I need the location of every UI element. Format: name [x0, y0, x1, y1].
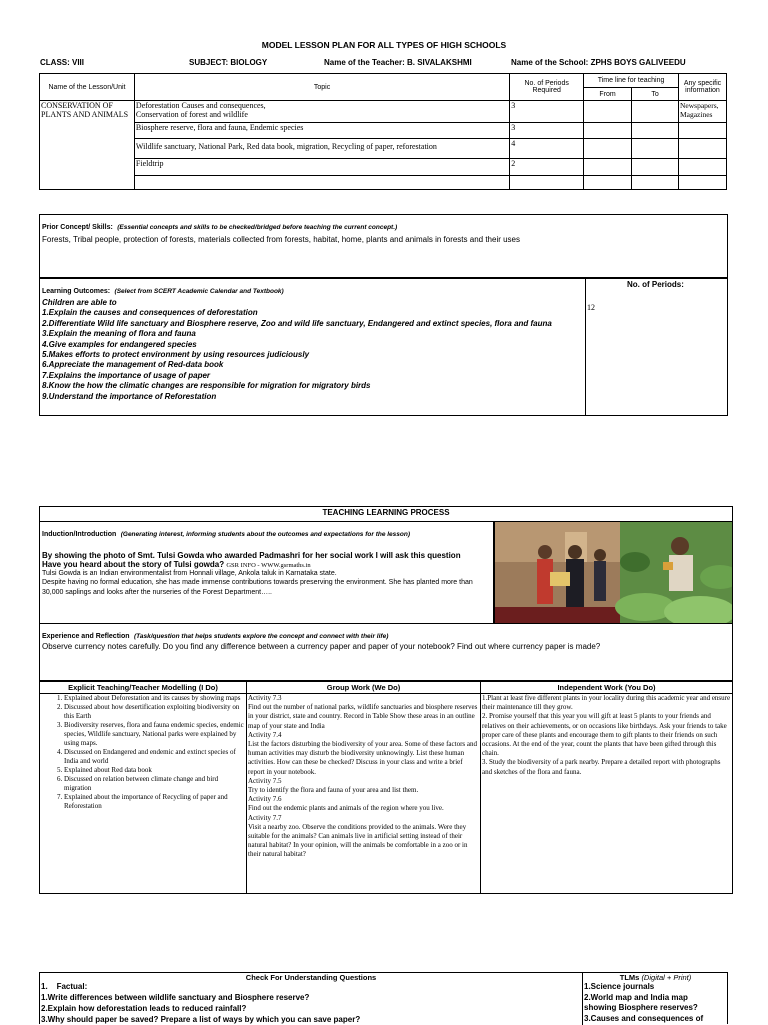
from-cell — [584, 101, 632, 123]
list-item: 6. Discussed on relation between climate change and bird migration — [64, 775, 246, 793]
info-cell — [678, 123, 726, 139]
learning-outcomes-hint: (Select from SCERT Academic Calendar and Textbook) — [114, 288, 284, 295]
prior-concept-text: Forests, Tribal people, protection of forests, materials collected from forests, habitat, home, plants and animals in forests and their uses — [42, 235, 521, 244]
list-item: 6.Appreciate the management of Red-data book — [42, 360, 224, 370]
list-item: 5.Makes efforts to protect environment by using resources judiciously — [42, 350, 310, 360]
prior-concept-hint: (Essential concepts and skills to be checked/bridged before teaching the current concept.) — [117, 224, 398, 231]
list-item: 1. Explained about Deforestation and its causes by showing maps — [64, 694, 246, 703]
periods-cell: 3 — [510, 101, 584, 123]
list-item: 3. Study the biodiversity of a park nearby. Prepare a detailed report with photographs and sketches of the flora and fauna. — [482, 758, 721, 776]
cfu-factual: 1. Factual: — [41, 982, 88, 991]
from-cell — [584, 139, 632, 159]
list-item: 3.Explain the meaning of flora and fauna — [42, 329, 196, 339]
activity-text: Find out the endemic plants and animals of the region where you live. — [248, 804, 444, 813]
activity-text: Visit a nearby zoo. Observe the conditions provided to the animals. Were they suitable for the animals? Can animals live in artificial setting instead of their natural habitat? In your opinion, will the animals be comfortable in a zoo or in their natural habitat? — [248, 822, 468, 859]
list-item: 2.Explain how deforestation leads to reduced rainfall? — [41, 1004, 247, 1013]
to-cell — [632, 101, 679, 123]
induction-question: By showing the photo of Smt. Tulsi Gowda who awarded Padmashri for her social work I will ask this question — [42, 551, 461, 560]
watermark-text: GSR INFO - WWW.gsrmaths.in — [226, 562, 311, 569]
activity-text: Try to identify the flora and fauna of your area and list them. — [248, 786, 419, 795]
list-item: 2. Discussed about how desertification exploiting biodiversity on this Earth — [64, 703, 246, 721]
col-header-name: Name of the Lesson/Unit — [40, 74, 135, 101]
to-cell — [632, 139, 679, 159]
independent-head: Independent Work (You Do) — [481, 682, 732, 694]
list-item: 4.Give examples for endangered species — [42, 339, 197, 349]
subject-label: SUBJECT: BIOLOGY — [189, 58, 268, 67]
activity-label: Activity 7.7 — [248, 813, 282, 822]
to-cell — [632, 176, 679, 190]
list-item: 3.Causes and consequences of — [584, 1013, 704, 1023]
group-head: Group Work (We Do) — [247, 682, 480, 694]
experience-label: Experience and Reflection — [42, 633, 130, 640]
page-title: MODEL LESSON PLAN FOR ALL TYPES OF HIGH SCHOOLS — [261, 40, 507, 50]
col-header-info: Any specific information — [678, 74, 726, 101]
learning-outcomes-label: Learning Outcomes: — [42, 288, 111, 295]
from-cell — [584, 159, 632, 176]
periods-cell: 4 — [510, 139, 584, 159]
experience-box — [39, 623, 733, 681]
group-work-column — [247, 682, 480, 860]
school-label: Name of the School: ZPHS BOYS GALIVEEDU — [511, 58, 686, 67]
list-item: 7. Explained about the importance of Recycling of paper and Reforestation — [64, 793, 246, 811]
col-header-from: From — [584, 88, 632, 101]
periods-cell — [510, 176, 584, 190]
list-item: 3.Why should paper be saved? Prepare a list of ways by which you can save paper? — [41, 1015, 361, 1024]
col-header-to: To — [632, 88, 679, 101]
teaching-columns — [39, 681, 733, 894]
divider — [582, 973, 583, 1025]
table-row — [134, 176, 509, 190]
tlp-title-bar — [39, 506, 733, 522]
info-cell — [678, 139, 726, 159]
unit-name: CONSERVATION OF PLANTS AND ANIMALS — [40, 101, 135, 190]
list-item: 2. Promise yourself that this year you will gift at least 5 plants to your friends and relatives on their achievements, or on occasions like birthdays. Ask your friends to take proper care of these plants and encourage them to gift plants to their friends on such occasions. At the end of the year, count the plants that have been gifted through this chain. — [482, 712, 727, 758]
experience-text: Observe currency notes carefully. Do you find any difference between a currency paper and paper of your notebook? Find out where currency paper is made? — [42, 642, 601, 651]
cfu-title: Check For Understanding Questions — [245, 973, 377, 982]
list-item: 8.Know the how the climatic changes are responsible for migration for migratory birds — [42, 381, 371, 391]
activity-label: Activity 7.3 — [248, 694, 282, 702]
list-item: 5. Explained about Red data book — [64, 766, 246, 775]
topic-line: Conservation of forest and wildlife — [135, 110, 248, 119]
list-item: 7.Explains the importance of usage of paper — [42, 370, 211, 380]
cfu-box — [39, 972, 728, 1024]
tulsi-gowda-photo — [495, 522, 733, 624]
list-item: 9.Understand the importance of Reforestation — [42, 391, 217, 401]
induction-label: Induction/Introduction — [42, 531, 117, 538]
tlm-title: TLMs — [619, 973, 640, 982]
induction-box — [39, 521, 494, 624]
list-item: 4. Discussed on Endangered and endemic and extinct species of India and world — [64, 748, 246, 766]
info-cell: Newspapers, Magazines — [678, 101, 726, 123]
activity-label: Activity 7.4 — [248, 730, 282, 739]
outcomes-intro: Children are able to — [42, 298, 117, 307]
teacher-label: Name of the Teacher: B. SIVALAKSHMI — [324, 58, 472, 67]
col-header-periods: No. of Periods Required — [510, 74, 584, 101]
induction-paragraph: Despite having no formal education, she has made immense contributions towards preserving the environment. She has planted more than 30,000 saplings and looks after the nurseries of the Forest Department….. — [42, 579, 473, 596]
col-header-timeline: Time line for teaching — [584, 74, 679, 88]
photo-panel — [494, 521, 733, 624]
activity-label: Activity 7.6 — [248, 795, 282, 804]
to-cell — [632, 123, 679, 139]
lesson-table — [39, 73, 727, 190]
activity-text: List the factors disturbing the biodiversity of your area. Some of these factors and human activities may disturb the biodiversity unknowingly. List these human activities. How can these be checked? Discuss in your class and write a brief report in your notebook. — [248, 740, 477, 776]
table-row: Wildlife sanctuary, National Park, Red data book, migration, Recycling of paper, reforestation — [134, 139, 509, 159]
list-item: 1.Plant at least five different plants in your locality during this academic year and ensure their maintenance till they grow. — [482, 694, 731, 712]
info-cell — [678, 159, 726, 176]
class-label: CLASS: VIII — [40, 58, 85, 67]
to-cell — [632, 159, 679, 176]
list-item: 3. Biodiversity reserves, flora and fauna endemic species, endemic species, Wildlife sanctuary, National parks were explained by using maps. — [64, 721, 246, 748]
periods-cell: 3 — [510, 123, 584, 139]
col-header-topic: Topic — [134, 74, 509, 101]
periods-cell: 2 — [510, 159, 584, 176]
info-cell — [678, 176, 726, 190]
induction-paragraph: Tulsi Gowda is an Indian environmentalist from Honnali village, Ankola taluk in Karnataka state. — [42, 570, 337, 577]
table-row: Fieldtrip — [134, 159, 509, 176]
list-item: 2.World map and India map — [584, 992, 688, 1002]
activity-label: Activity 7.5 — [248, 776, 282, 785]
list-item: 1.Write differences between wildlife sanctuary and Biosphere reserve? — [41, 993, 310, 1002]
explicit-head: Explicit Teaching/Teacher Modelling (I Do) — [40, 682, 246, 694]
periods-label: No. of Periods: — [627, 280, 684, 289]
list-item: 1.Explain the causes and consequences of deforestation — [42, 308, 258, 318]
list-item: 2.Differentiate Wild life sanctuary and Biosphere reserve, Zoo and wild life sanctuary, Endangered and extinct species, flora and fauna — [42, 318, 552, 328]
induction-hint: (Generating interest, informing students about the outcomes and expectations for the lesson) — [120, 531, 411, 538]
induction-question: Have you heard about the story of Tulsi gowda? — [42, 560, 225, 569]
learning-outcomes-box — [39, 278, 728, 416]
experience-hint: (Task/question that helps students explore the concept and connect with their life) — [133, 633, 389, 640]
independent-work-column — [481, 682, 732, 777]
from-cell — [584, 176, 632, 190]
explicit-teaching-column — [40, 682, 246, 811]
prior-concept-label: Prior Concept/ Skills: — [42, 224, 113, 231]
tlp-title: TEACHING LEARNING PROCESS — [322, 508, 450, 517]
periods-value: 12 — [587, 303, 595, 312]
list-item: 1.Science journals — [584, 982, 655, 991]
table-row — [134, 101, 509, 123]
activity-text: Find out the number of national parks, wildlife sanctuaries and biosphere reserves in your district, state and country. Record in Table Show these areas in an outline map of your state and India — [248, 703, 478, 730]
from-cell — [584, 123, 632, 139]
list-item: showing Biosphere reserves? — [584, 1003, 698, 1012]
tlm-hint: (Digital + Print) — [641, 973, 692, 982]
table-row: Biosphere reserve, flora and fauna, Endemic species — [134, 123, 509, 139]
topic-line: Deforestation Causes and consequences, — [135, 101, 266, 110]
prior-concept-box — [39, 214, 728, 278]
divider — [585, 279, 586, 415]
